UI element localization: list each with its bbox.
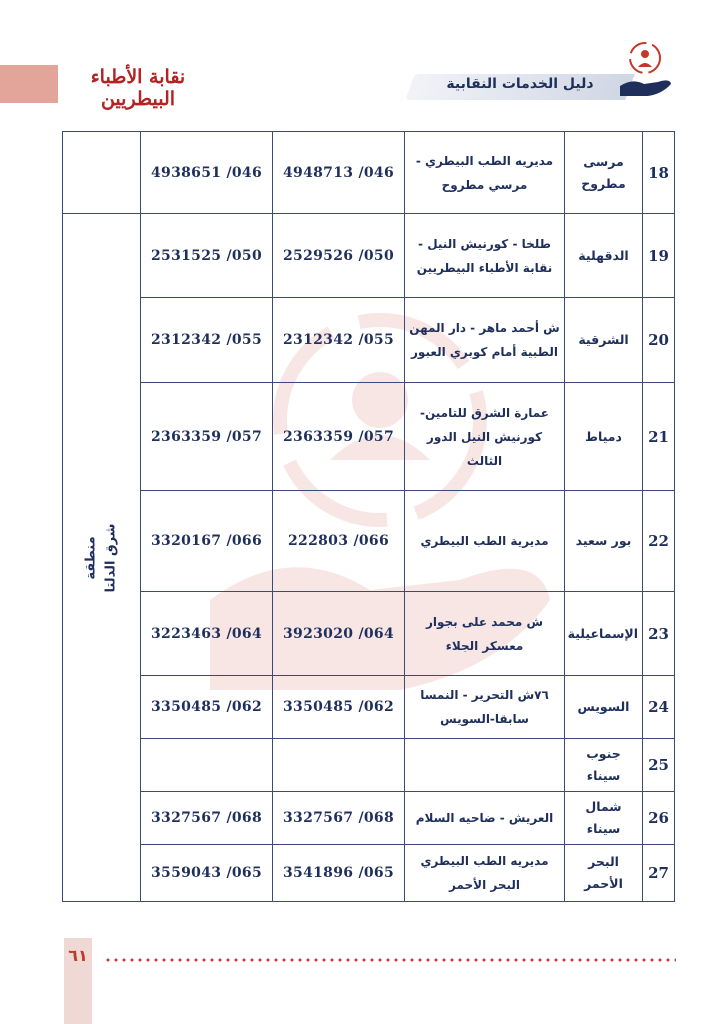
footer-dotted-line	[104, 958, 676, 962]
fax-number: 062/ 3350485	[141, 676, 273, 739]
row-number: 19	[643, 214, 675, 298]
phone-number: 066/ 222803	[273, 491, 405, 592]
table-row	[63, 676, 675, 739]
phone-number: 050/ 2529526	[273, 214, 405, 298]
branch-address: طلخا - كورنيش النيل - نقابة الأطباء البيطريين	[405, 214, 565, 298]
header-accent-bar	[0, 65, 58, 103]
fax-number: 068/ 3327567	[141, 792, 273, 845]
table-row	[63, 592, 675, 676]
governorate-name: الشرقية	[565, 298, 643, 383]
region-cell	[63, 214, 141, 902]
region-label: منطقة شرق الدلتا	[83, 523, 119, 592]
page-number: ٦١	[68, 946, 88, 965]
row-number: 18	[643, 132, 675, 214]
phone-number: 064/ 3923020	[273, 592, 405, 676]
row-number: 26	[643, 792, 675, 845]
syndicate-logo-text: نقابة الأطباء البيطريين	[90, 66, 186, 110]
phone-number: 062/ 3350485	[273, 676, 405, 739]
fax-number: 050/ 2531525	[141, 214, 273, 298]
governorate-name: الإسماعيلية	[565, 592, 643, 676]
branch-address: ش محمد على بجوار معسكر الجلاء	[405, 592, 565, 676]
phone-number: 055/ 2312342	[273, 298, 405, 383]
table-row	[63, 845, 675, 902]
governorate-name: بور سعيد	[565, 491, 643, 592]
branch-address: ش أحمد ماهر - دار المهن الطبية أمام كوبري العبور	[405, 298, 565, 383]
governorate-name: الدقهلية	[565, 214, 643, 298]
governorate-name: جنوب سيناء	[565, 739, 643, 792]
row-number: 23	[643, 592, 675, 676]
branch-address: العريش - ضاحيه السلام	[405, 792, 565, 845]
branch-address: ٧٦ش التحرير - النمسا سابقا-السويس	[405, 676, 565, 739]
phone-number: 065/ 3541896	[273, 845, 405, 902]
table-row	[63, 383, 675, 491]
phone-number: 068/ 3327567	[273, 792, 405, 845]
table-row	[63, 132, 675, 214]
fax-number: 055/ 2312342	[141, 298, 273, 383]
table-row	[63, 792, 675, 845]
branch-address: مديريه الطب البيطري - مرسي مطروح	[405, 132, 565, 214]
governorate-name: السويس	[565, 676, 643, 739]
table-row	[63, 298, 675, 383]
fax-number: 046/ 4938651	[141, 132, 273, 214]
fax-number: 065/ 3559043	[141, 845, 273, 902]
phone-number: 046/ 4948713	[273, 132, 405, 214]
governorate-name: دمياط	[565, 383, 643, 491]
fax-number: 064/ 3223463	[141, 592, 273, 676]
fax-number	[141, 739, 273, 792]
branch-address: مديرية الطب البيطري	[405, 491, 565, 592]
phone-number	[273, 739, 405, 792]
region-cell-empty	[63, 132, 141, 214]
row-number: 20	[643, 298, 675, 383]
branch-address	[405, 739, 565, 792]
branch-address: مديريه الطب البيطري البحر الأحمر	[405, 845, 565, 902]
guide-title: دليل الخدمات النقابية	[446, 76, 594, 92]
row-number: 27	[643, 845, 675, 902]
fax-number: 057/ 2363359	[141, 383, 273, 491]
hand-person-icon	[618, 40, 673, 100]
row-number: 25	[643, 739, 675, 792]
row-number: 21	[643, 383, 675, 491]
governorate-name: البحر الأحمر	[565, 845, 643, 902]
table-row	[63, 739, 675, 792]
syndicate-branches-table	[62, 131, 675, 902]
row-number: 22	[643, 491, 675, 592]
phone-number: 057/ 2363359	[273, 383, 405, 491]
branch-address: عمارة الشرق للتامين- كورنيش النيل الدور الثالث	[405, 383, 565, 491]
table-row	[63, 491, 675, 592]
governorate-name: شمال سيناء	[565, 792, 643, 845]
governorate-name: مرسى مطروح	[565, 132, 643, 214]
table-row	[63, 214, 675, 298]
fax-number: 066/ 3320167	[141, 491, 273, 592]
row-number: 24	[643, 676, 675, 739]
